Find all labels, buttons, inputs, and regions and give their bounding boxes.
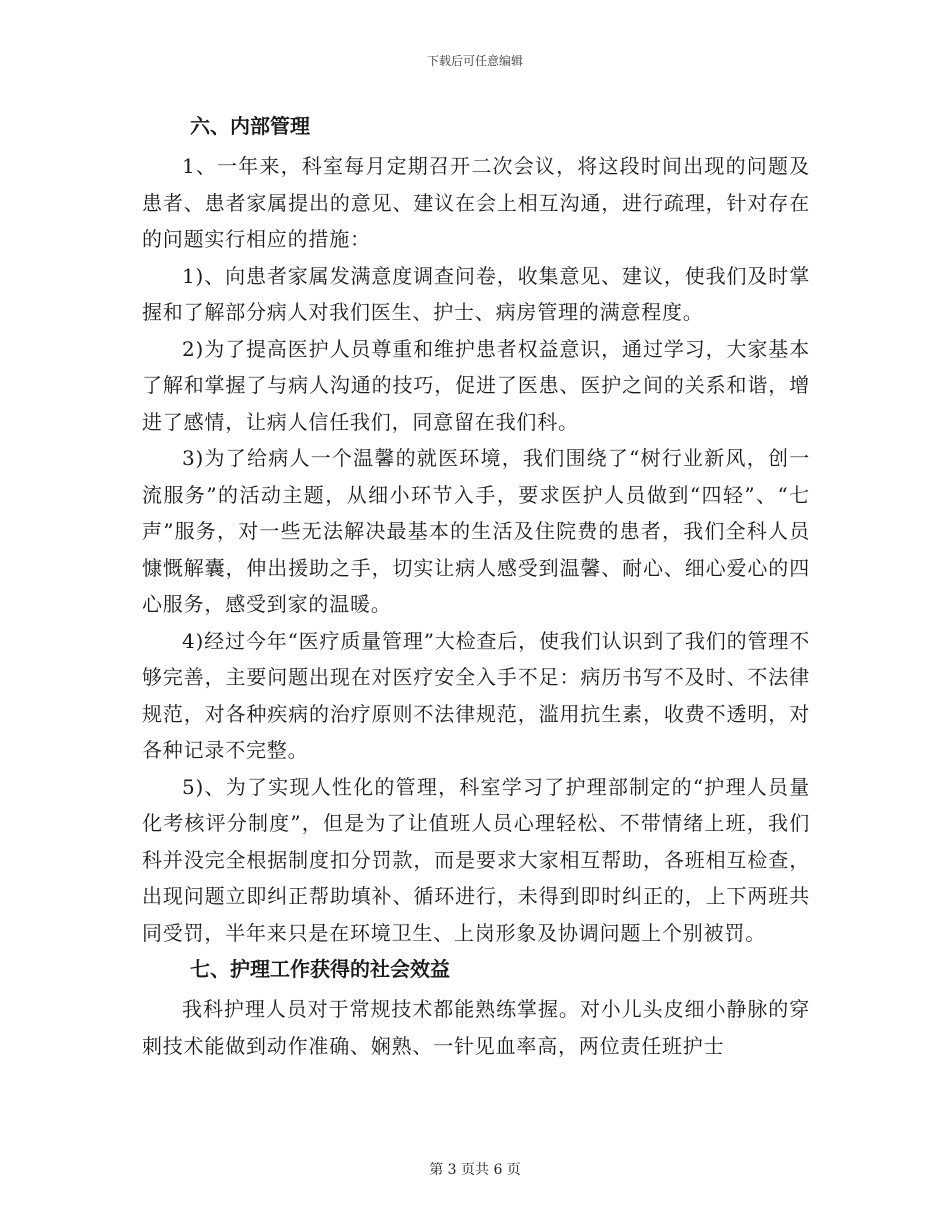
paragraph: 1)、向患者家属发满意度调查问卷，收集意见、建议，使我们及时掌握和了解部分病人对我们医生、护士、病房管理的满意程度。 [142, 263, 810, 324]
paragraph: 3)为了给病人一个温馨的就医环境，我们围绕了“树行业新风，创一流服务”的活动主题，从细小环节入手，要求医护人员做到“四轻”、“七声”服务，对一些无法解决最基本的生活及住院费的患者，我们全科人员慷慨解囊，伸出援助之手，切实让病人感受到温馨、耐心、细心爱心的四心服务，感受到家的温暖。 [142, 446, 810, 616]
paragraph: 5)、为了实现人性化的管理，科室学习了护理部制定的“护理人员量化考核评分制度”，但是为了让值班人员心理轻松、不带情绪上班，我们科并没完全根据制度扣分罚款，而是要求大家相互帮助，各班相互检查，出现问题立即纠正帮助填补、循环进行，未得到即时纠正的，上下两班共同受罚，半年来只是在环境卫生、上岗形象及协调问题上个别被罚。 [142, 774, 810, 945]
paragraph: 我科护理人员对于常规技术都能熟练掌握。对小儿头皮细小静脉的穿刺技术能做到动作准确、娴熟、一针见血率高，两位责任班护士 [142, 997, 810, 1058]
section-heading-internal-management: 六、内部管理 [190, 114, 310, 138]
section-heading-social-benefits: 七、护理工作获得的社会效益 [190, 957, 450, 981]
document-body [142, 108, 810, 1064]
paragraph: 4)经过今年“医疗质量管理”大检查后，使我们认识到了我们的管理不够完善，主要问题出现在对医疗安全入手不足：病历书写不及时、不法律规范，对各种疾病的治疗原则不法律规范，滥用抗生素，收费不透明，对各种记录不完整。 [142, 628, 810, 762]
page-footer: 第 3 页共 6 页 [429, 1162, 521, 1178]
paragraph: 2)为了提高医护人员尊重和维护患者权益意识，通过学习，大家基本了解和掌握了与病人沟通的技巧，促进了医患、医护之间的关系和谐，增进了感情，让病人信任我们，同意留在我们科。 [142, 336, 810, 434]
page-header: 下载后可任意编辑 [426, 54, 523, 68]
paragraph: 1、一年来，科室每月定期召开二次会议，将这段时间出现的问题及患者、患者家属提出的意见、建议在会上相互沟通，进行疏理，针对存在的问题实行相应的措施： [142, 154, 810, 251]
